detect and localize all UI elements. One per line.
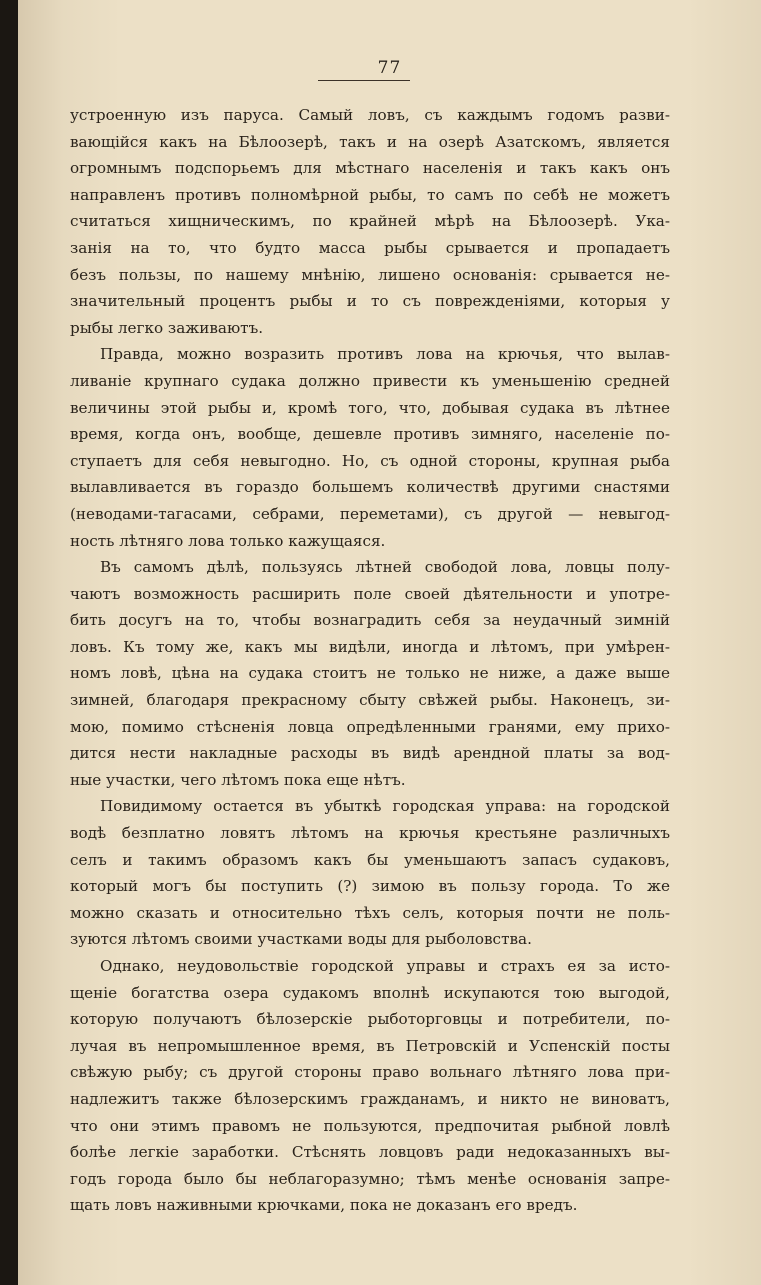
text-line: лучая въ непромышленное время, въ Петровскій и Успенскій посты xyxy=(70,1036,670,1055)
text-line: считаться хищническимъ, по крайней мѣрѣ на Бѣлоозерѣ. Ука- xyxy=(70,212,670,231)
paragraph xyxy=(70,793,670,953)
text-line: мою, помимо стѣсненія ловца опредѣленными гранями, ему прихо- xyxy=(70,717,670,736)
text-line: надлежитъ также бѣлозерскимъ гражданамъ, и никто не виноватъ, xyxy=(70,1089,670,1108)
book-page xyxy=(18,0,761,1285)
text-line: бить досугъ на то, чтобы вознаградить себя за неудачный зимній xyxy=(70,611,670,630)
text-line: годъ города было бы неблагоразумно; тѣмъ менѣе основанія запре- xyxy=(70,1169,670,1188)
text-line: болѣе легкіе заработки. Стѣснять ловцовъ ради недоказанныхъ вы- xyxy=(70,1143,670,1162)
text-line: рыбы легко заживаютъ. xyxy=(70,318,264,337)
paragraph xyxy=(70,341,670,554)
text-line: ловъ. Къ тому же, какъ мы видѣли, иногда и лѣтомъ, при умѣрен- xyxy=(70,637,670,656)
text-line: зуются лѣтомъ своими участками воды для рыболовства. xyxy=(70,930,532,949)
text-line: направленъ противъ полномѣрной рыбы, то самъ по себѣ не можетъ xyxy=(70,185,670,204)
text-line: значительный процентъ рыбы и то съ поврежденіями, которыя у xyxy=(70,292,670,311)
page-number-rule xyxy=(318,80,410,81)
paragraph xyxy=(70,102,670,341)
text-line: время, когда онъ, вообще, дешевле противъ зимняго, населеніе по- xyxy=(70,425,670,444)
text-line: Въ самомъ дѣлѣ, пользуясь лѣтней свободой лова, ловцы полу- xyxy=(100,558,670,577)
text-line: можно сказать и относительно тѣхъ селъ, которыя почти не поль- xyxy=(70,903,670,922)
text-line: Однако, неудовольствіе городской управы и страхъ ея за исто- xyxy=(100,957,670,975)
text-line: вылавливается въ гораздо большемъ количествѣ другими снастями xyxy=(70,478,670,497)
text-line: ливаніе крупнаго судака должно привести къ уменьшенію средней xyxy=(70,371,670,390)
text-line: (неводами-тагасами, себрами, переметами), съ другой — невыгод- xyxy=(70,504,670,523)
body-text xyxy=(70,102,670,1219)
text-line: которую получаютъ бѣлозерскіе рыботорговцы и потребители, по- xyxy=(70,1010,670,1029)
text-line: ступаетъ для себя невыгодно. Но, съ одной стороны, крупная рыба xyxy=(70,451,670,470)
text-line: величины этой рыбы и, кромѣ того, что, добывая судака въ лѣтнее xyxy=(70,398,670,417)
text-line: свѣжую рыбу; съ другой стороны право вольнаго лѣтняго лова при- xyxy=(70,1063,670,1082)
text-line: занія на то, что будто масса рыбы срывается и пропадаетъ xyxy=(70,238,670,257)
text-line: номъ ловѣ, цѣна на судака стоитъ не только не ниже, а даже выше xyxy=(70,664,670,683)
text-line: ные участки, чего лѣтомъ пока еще нѣтъ. xyxy=(70,770,406,789)
paragraph xyxy=(70,554,670,793)
text-line: устроенную изъ паруса. Самый ловъ, съ каждымъ годомъ разви- xyxy=(70,106,670,124)
text-line: безъ пользы, по нашему мнѣнію, лишено основанія: срывается не- xyxy=(70,265,670,284)
text-line: который могъ бы поступить (?) зимою въ пользу города. То же xyxy=(70,877,670,896)
text-line: щеніе богатства озера судакомъ вполнѣ искупаются тою выгодой, xyxy=(70,983,670,1002)
text-line: чаютъ возможность расширить поле своей дѣятельности и употре- xyxy=(70,584,670,603)
text-line: зимней, благодаря прекрасному сбыту свѣжей рыбы. Наконецъ, зи- xyxy=(70,691,670,710)
page-number: 77 xyxy=(377,58,402,78)
text-line: Повидимому остается въ убыткѣ городская управа: на городской xyxy=(100,797,670,816)
text-line: щать ловъ наживными крючками, пока не доказанъ его вредъ. xyxy=(70,1196,578,1215)
text-line: селъ и такимъ образомъ какъ бы уменьшаютъ запасъ судаковъ, xyxy=(70,850,670,869)
paragraph xyxy=(70,953,670,1219)
text-line: вающійся какъ на Бѣлоозерѣ, такъ и на озерѣ Азатскомъ, является xyxy=(70,132,670,151)
text-line: Правда, можно возразить противъ лова на крючья, что вылав- xyxy=(100,345,670,364)
text-line: огромнымъ подспорьемъ для мѣстнаго населенія и такъ какъ онъ xyxy=(70,159,670,178)
text-line: что они этимъ правомъ не пользуются, предпочитая рыбной ловлѣ xyxy=(70,1116,670,1135)
text-line: дится нести накладные расходы въ видѣ арендной платы за вод- xyxy=(70,744,670,763)
text-line: водѣ безплатно ловятъ лѣтомъ на крючья крестьяне различныхъ xyxy=(70,824,670,843)
text-line: ность лѣтняго лова только кажущаяся. xyxy=(70,531,386,550)
